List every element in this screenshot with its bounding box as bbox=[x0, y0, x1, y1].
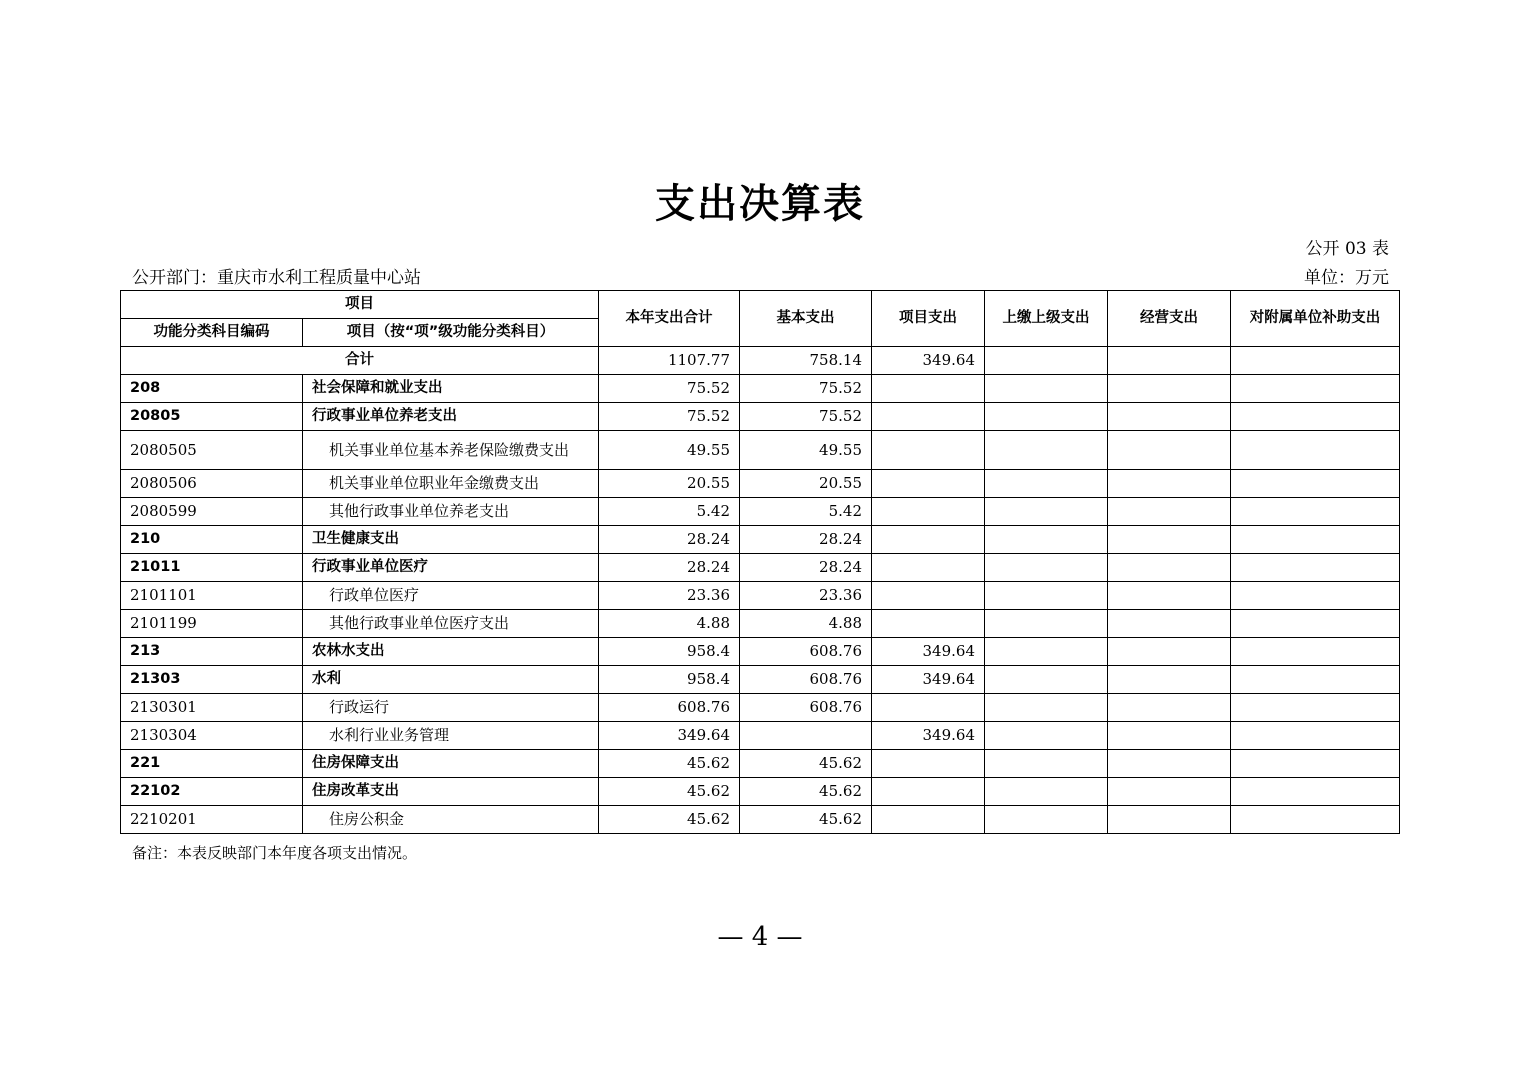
row-basic: 45.62 bbox=[740, 750, 872, 778]
table-row bbox=[121, 498, 1400, 526]
header-item: 项目 bbox=[121, 291, 599, 319]
row-project bbox=[872, 470, 985, 498]
row-business bbox=[1108, 403, 1231, 431]
row-subsidy bbox=[1231, 666, 1400, 694]
row-code: 208 bbox=[121, 375, 303, 403]
row-basic: 49.55 bbox=[740, 431, 872, 470]
row-upper bbox=[985, 638, 1108, 666]
row-business bbox=[1108, 470, 1231, 498]
table-row bbox=[121, 638, 1400, 666]
header-code: 功能分类科目编码 bbox=[121, 319, 303, 347]
row-name: 机关事业单位基本养老保险缴费支出 bbox=[303, 431, 599, 470]
row-subsidy bbox=[1231, 403, 1400, 431]
row-basic: 45.62 bbox=[740, 806, 872, 834]
row-business bbox=[1108, 666, 1231, 694]
row-name: 水利 bbox=[303, 666, 599, 694]
row-code: 2080599 bbox=[121, 498, 303, 526]
row-business bbox=[1108, 582, 1231, 610]
form-number: 公开 03 表 bbox=[1305, 239, 1389, 259]
row-business bbox=[1108, 806, 1231, 834]
row-total: 45.62 bbox=[599, 778, 740, 806]
row-subsidy bbox=[1231, 554, 1400, 582]
row-basic: 28.24 bbox=[740, 526, 872, 554]
row-name: 其他行政事业单位养老支出 bbox=[303, 498, 599, 526]
row-total: 45.62 bbox=[599, 750, 740, 778]
table-row bbox=[121, 694, 1400, 722]
row-name: 机关事业单位职业年金缴费支出 bbox=[303, 470, 599, 498]
header-basic: 基本支出 bbox=[740, 291, 872, 347]
row-name: 行政单位医疗 bbox=[303, 582, 599, 610]
row-name: 水利行业业务管理 bbox=[303, 722, 599, 750]
table-row bbox=[121, 806, 1400, 834]
row-code: 2080506 bbox=[121, 470, 303, 498]
table-row bbox=[121, 722, 1400, 750]
row-basic: 28.24 bbox=[740, 554, 872, 582]
row-upper bbox=[985, 722, 1108, 750]
row-code: 2210201 bbox=[121, 806, 303, 834]
row-project bbox=[872, 403, 985, 431]
row-basic: 4.88 bbox=[740, 610, 872, 638]
table-row bbox=[121, 750, 1400, 778]
row-upper bbox=[985, 610, 1108, 638]
row-basic: 75.52 bbox=[740, 403, 872, 431]
row-upper bbox=[985, 403, 1108, 431]
row-subsidy bbox=[1231, 638, 1400, 666]
row-business bbox=[1108, 638, 1231, 666]
row-name: 行政事业单位医疗 bbox=[303, 554, 599, 582]
row-subsidy bbox=[1231, 375, 1400, 403]
row-project bbox=[872, 431, 985, 470]
row-business bbox=[1108, 526, 1231, 554]
row-total: 958.4 bbox=[599, 666, 740, 694]
row-basic: 608.76 bbox=[740, 666, 872, 694]
table-row bbox=[121, 554, 1400, 582]
unit-label: 单位：万元 bbox=[1304, 268, 1389, 288]
row-upper bbox=[985, 694, 1108, 722]
row-business bbox=[1108, 498, 1231, 526]
row-subsidy bbox=[1231, 778, 1400, 806]
row-name: 行政事业单位养老支出 bbox=[303, 403, 599, 431]
row-upper bbox=[985, 470, 1108, 498]
row-business bbox=[1108, 431, 1231, 470]
row-total: 75.52 bbox=[599, 403, 740, 431]
row-subsidy bbox=[1231, 498, 1400, 526]
header-upper: 上缴上级支出 bbox=[985, 291, 1108, 347]
row-total: 958.4 bbox=[599, 638, 740, 666]
row-total: 349.64 bbox=[599, 722, 740, 750]
document-title: 支出决算表 bbox=[655, 180, 865, 227]
row-subsidy bbox=[1231, 431, 1400, 470]
row-project bbox=[872, 498, 985, 526]
row-subsidy bbox=[1231, 470, 1400, 498]
row-basic: 45.62 bbox=[740, 778, 872, 806]
total-upper bbox=[985, 347, 1108, 375]
row-total: 28.24 bbox=[599, 526, 740, 554]
department-label: 公开部门：重庆市水利工程质量中心站 bbox=[132, 268, 421, 288]
row-upper bbox=[985, 431, 1108, 470]
row-code: 210 bbox=[121, 526, 303, 554]
row-total: 608.76 bbox=[599, 694, 740, 722]
row-project bbox=[872, 806, 985, 834]
row-total: 49.55 bbox=[599, 431, 740, 470]
row-name: 住房保障支出 bbox=[303, 750, 599, 778]
row-name: 其他行政事业单位医疗支出 bbox=[303, 610, 599, 638]
table-note: 备注：本表反映部门本年度各项支出情况。 bbox=[132, 844, 418, 862]
row-upper bbox=[985, 554, 1108, 582]
table-row bbox=[121, 778, 1400, 806]
row-total: 45.62 bbox=[599, 806, 740, 834]
total-basic: 758.14 bbox=[740, 347, 872, 375]
row-business bbox=[1108, 750, 1231, 778]
row-project bbox=[872, 582, 985, 610]
row-name: 住房改革支出 bbox=[303, 778, 599, 806]
row-upper bbox=[985, 582, 1108, 610]
row-code: 21303 bbox=[121, 666, 303, 694]
row-project bbox=[872, 750, 985, 778]
row-name: 卫生健康支出 bbox=[303, 526, 599, 554]
row-subsidy bbox=[1231, 694, 1400, 722]
row-name: 农林水支出 bbox=[303, 638, 599, 666]
row-business bbox=[1108, 778, 1231, 806]
row-code: 20805 bbox=[121, 403, 303, 431]
row-upper bbox=[985, 750, 1108, 778]
table-row bbox=[121, 403, 1400, 431]
row-code: 2101101 bbox=[121, 582, 303, 610]
row-basic: 5.42 bbox=[740, 498, 872, 526]
row-business bbox=[1108, 610, 1231, 638]
row-upper bbox=[985, 778, 1108, 806]
row-project: 349.64 bbox=[872, 666, 985, 694]
table-row bbox=[121, 470, 1400, 498]
row-code: 2130304 bbox=[121, 722, 303, 750]
row-subsidy bbox=[1231, 610, 1400, 638]
row-upper bbox=[985, 375, 1108, 403]
row-code: 22102 bbox=[121, 778, 303, 806]
total-project: 349.64 bbox=[872, 347, 985, 375]
row-project bbox=[872, 554, 985, 582]
header-subsidy: 对附属单位补助支出 bbox=[1231, 291, 1400, 347]
row-business bbox=[1108, 375, 1231, 403]
row-name: 住房公积金 bbox=[303, 806, 599, 834]
row-project bbox=[872, 694, 985, 722]
row-basic bbox=[740, 722, 872, 750]
total-label: 合计 bbox=[121, 347, 599, 375]
expenditure-table bbox=[120, 290, 1400, 834]
row-project bbox=[872, 526, 985, 554]
row-basic: 75.52 bbox=[740, 375, 872, 403]
row-business bbox=[1108, 722, 1231, 750]
row-total: 4.88 bbox=[599, 610, 740, 638]
row-project bbox=[872, 375, 985, 403]
row-project bbox=[872, 610, 985, 638]
row-project: 349.64 bbox=[872, 638, 985, 666]
row-business bbox=[1108, 694, 1231, 722]
table-row bbox=[121, 431, 1400, 470]
row-code: 221 bbox=[121, 750, 303, 778]
total-row bbox=[121, 347, 1400, 375]
row-subsidy bbox=[1231, 750, 1400, 778]
table-row bbox=[121, 582, 1400, 610]
row-name: 社会保障和就业支出 bbox=[303, 375, 599, 403]
total-subsidy bbox=[1231, 347, 1400, 375]
row-project bbox=[872, 778, 985, 806]
row-code: 2101199 bbox=[121, 610, 303, 638]
row-name: 行政运行 bbox=[303, 694, 599, 722]
row-subsidy bbox=[1231, 526, 1400, 554]
page-number: — 4 — bbox=[717, 922, 803, 952]
row-subsidy bbox=[1231, 806, 1400, 834]
row-basic: 20.55 bbox=[740, 470, 872, 498]
table-row bbox=[121, 610, 1400, 638]
row-basic: 608.76 bbox=[740, 694, 872, 722]
row-code: 2080505 bbox=[121, 431, 303, 470]
row-upper bbox=[985, 526, 1108, 554]
row-basic: 23.36 bbox=[740, 582, 872, 610]
row-total: 28.24 bbox=[599, 554, 740, 582]
row-subsidy bbox=[1231, 722, 1400, 750]
header-project: 项目支出 bbox=[872, 291, 985, 347]
row-subsidy bbox=[1231, 582, 1400, 610]
row-total: 75.52 bbox=[599, 375, 740, 403]
table-row bbox=[121, 666, 1400, 694]
row-code: 213 bbox=[121, 638, 303, 666]
row-total: 23.36 bbox=[599, 582, 740, 610]
header-name: 项目（按“项”级功能分类科目） bbox=[303, 319, 599, 347]
total-total: 1107.77 bbox=[599, 347, 740, 375]
row-code: 2130301 bbox=[121, 694, 303, 722]
row-upper bbox=[985, 666, 1108, 694]
row-total: 5.42 bbox=[599, 498, 740, 526]
row-upper bbox=[985, 806, 1108, 834]
table-row bbox=[121, 375, 1400, 403]
table-row bbox=[121, 526, 1400, 554]
row-basic: 608.76 bbox=[740, 638, 872, 666]
row-project: 349.64 bbox=[872, 722, 985, 750]
total-business bbox=[1108, 347, 1231, 375]
row-upper bbox=[985, 498, 1108, 526]
row-total: 20.55 bbox=[599, 470, 740, 498]
row-code: 21011 bbox=[121, 554, 303, 582]
header-total: 本年支出合计 bbox=[599, 291, 740, 347]
row-business bbox=[1108, 554, 1231, 582]
header-business: 经营支出 bbox=[1108, 291, 1231, 347]
